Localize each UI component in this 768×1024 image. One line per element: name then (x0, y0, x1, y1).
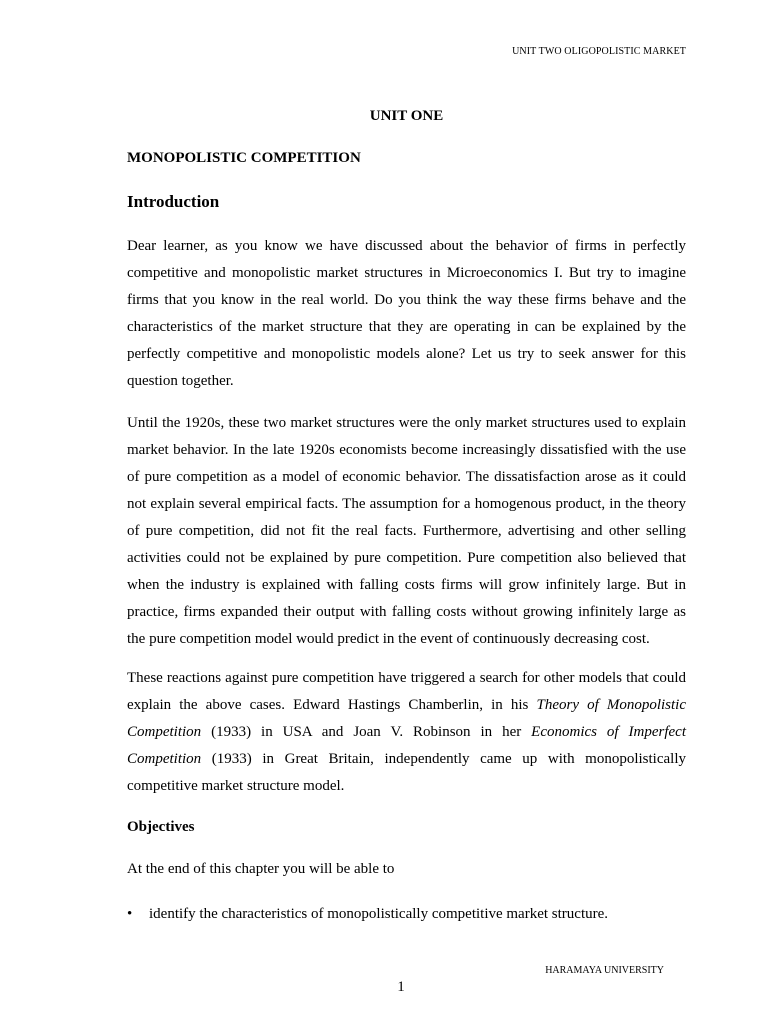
objective-text: identify the characteristics of monopolistically competitive market structure. (149, 906, 609, 922)
paragraph-3-text-1: These reactions against pure competition have triggered a search for other models that could explain the above cases. Edward Hastings Chamberlin, in his (127, 670, 686, 713)
objectives-intro: At the end of this chapter you will be able to (127, 861, 395, 877)
paragraph-3-text-3: (1933) in Great Britain, independently came up with monopolistically competitive market structure model. (127, 751, 686, 794)
intro-paragraph-2: Until the 1920s, these two market structures were the only market structures used to explain market behavior. In the late 1920s economists become increasingly dissatisfied with the use of pure competition as a model of economic behavior. The dissatisfaction arose as it could not explain several empirical facts. The assumption for a homogenous product, in the theory of pure competition, did not fit the real facts. Furthermore, advertising and other selling activities could not be explained by pure competition. Pure competition also believed that when the industry is explained with falling costs firms will grow infinitely large. But in practice, firms expanded their output with falling costs without growing infinitely large as the pure competition model would predict in the event of continuously decreasing cost. (127, 415, 686, 647)
intro-paragraph-3 (127, 665, 686, 800)
chapter-title: MONOPOLISTIC COMPETITION (127, 150, 361, 166)
objectives-heading: Objectives (127, 819, 195, 835)
running-header: UNIT TWO OLIGOPOLISTIC MARKET (512, 46, 686, 57)
book-title-robinson: Economics of Imperfect Competition (127, 724, 686, 767)
bullet-icon: • (127, 906, 133, 922)
introduction-heading: Introduction (127, 192, 220, 211)
list-item (127, 903, 686, 925)
objectives-list (127, 903, 686, 925)
book-title-chamberlin: Theory of Monopolistic Competition (127, 697, 687, 740)
unit-title: UNIT ONE (369, 108, 444, 124)
paragraph-3-text-2: (1933) in USA and Joan V. Robinson in her (201, 724, 532, 740)
intro-paragraph-1: Dear learner, as you know we have discussed about the behavior of firms in perfectly competitive and monopolistic market structures in Microeconomics I. But try to imagine firms that you know in the real world. Do you think the way these firms behave and the characteristics of the market structure that they are operating in can be explained by the perfectly competitive and monopolistic models alone? Let us try to seek answer for this question together. (127, 238, 686, 389)
running-footer: HARAMAYA UNIVERSITY (545, 965, 664, 976)
page-number: 1 (397, 979, 405, 995)
